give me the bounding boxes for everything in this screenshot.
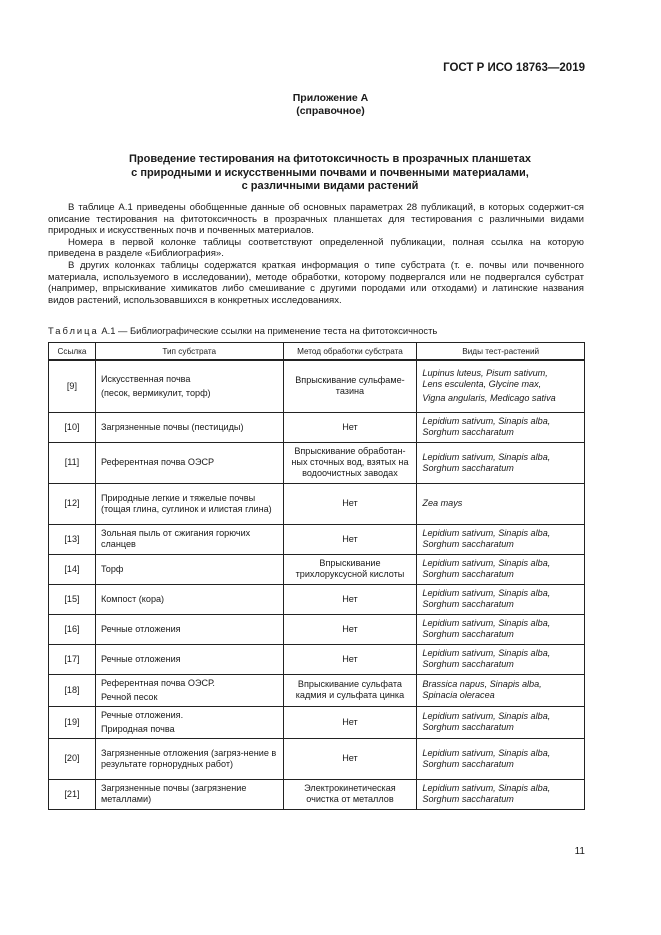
- substrate-cell: [95, 360, 283, 412]
- species-line: Sorghum saccharatum: [422, 427, 514, 437]
- table-row: [49, 674, 585, 706]
- species-line: Sorghum saccharatum: [422, 539, 514, 549]
- method-cell: Впрыскивание обработан-ных сточных вод, взятых на водоочистных заводах: [283, 442, 417, 483]
- species-cell: [417, 483, 585, 524]
- table-row: [49, 483, 585, 524]
- substrate-line: Референтная почва ОЭСР: [100, 457, 215, 467]
- title-line: Проведение тестирования на фитотоксичность в прозрачных планшетах: [128, 153, 531, 165]
- title-line: с природными и искусственными почвами и почвенными материалами,: [131, 166, 529, 179]
- reference-cell: [9]: [49, 360, 96, 412]
- reference-cell: [17]: [49, 644, 96, 674]
- species-line: Vigna angularis, Medicago sativa: [422, 393, 556, 404]
- method-cell: Нет: [283, 524, 417, 554]
- table-caption: [48, 325, 437, 336]
- substrate-cell: [95, 644, 283, 674]
- species-line: Lepidium sativum, Sinapis alba,: [422, 451, 551, 462]
- substrate-line: Речной песок: [100, 691, 158, 702]
- species-cell: [417, 554, 585, 584]
- species-cell: [417, 442, 585, 483]
- species-line: Lepidium sativum, Sinapis alba,: [422, 618, 551, 628]
- method-cell: Впрыскивание трихлоруксусной кислоты: [283, 554, 417, 584]
- substrate-line: Торф: [100, 563, 124, 574]
- substrate-cell: [95, 554, 283, 584]
- species-line: Sorghum saccharatum: [422, 462, 514, 473]
- species-line: Sorghum saccharatum: [422, 629, 514, 639]
- species-line: Lens esculenta, Glycine max,: [422, 379, 542, 390]
- reference-cell: [21]: [49, 779, 96, 809]
- method-cell: Впрыскивание сульфата кадмия и сульфата цинка: [283, 674, 417, 706]
- title-line: с различными видами растений: [241, 180, 419, 192]
- substrate-cell: [95, 584, 283, 614]
- substrate-line: Речные отложения: [100, 653, 181, 664]
- substrate-cell: [95, 412, 283, 442]
- reference-cell: [12]: [49, 483, 96, 524]
- method-cell: Нет: [283, 614, 417, 644]
- species-line: Lepidium sativum, Sinapis alba,: [422, 416, 551, 426]
- table-row: [49, 738, 585, 779]
- substrate-line: Компост (кора): [100, 593, 165, 604]
- substrate-cell: [95, 483, 283, 524]
- column-header: Тип субстрата: [95, 343, 283, 361]
- page-number: 11: [574, 846, 585, 857]
- paragraph: В таблице А.1 приведены обобщенные данные об основных параметрах 28 публикаций, в которых содержит-ся описание тестирования на фитотоксичность в прозрачных планшетах для тестирования с различными видами природных и искусственных почв и почвенных материалов.: [48, 202, 584, 237]
- method-cell: Впрыскивание сульфаме-тазина: [283, 360, 417, 412]
- table-row: [49, 644, 585, 674]
- method-cell: Нет: [283, 644, 417, 674]
- column-header: Виды тест-растений: [417, 343, 585, 361]
- method-cell: Нет: [283, 738, 417, 779]
- species-cell: [417, 614, 585, 644]
- table-row: [49, 360, 585, 412]
- table-row: [49, 524, 585, 554]
- substrate-cell: [95, 442, 283, 483]
- substrate-line: Искусственная почва: [100, 373, 191, 384]
- substrate-cell: [95, 614, 283, 644]
- method-cell: Нет: [283, 706, 417, 738]
- reference-cell: [18]: [49, 674, 96, 706]
- method-cell: Электрокинетическая очистка от металлов: [283, 779, 417, 809]
- substrate-line: Референтная почва ОЭСР.: [100, 677, 215, 688]
- species-line: Sorghum saccharatum: [422, 758, 514, 769]
- species-cell: [417, 779, 585, 809]
- species-line: Lepidium sativum, Sinapis alba,: [422, 648, 551, 658]
- species-line: Spinacia oleracea: [422, 690, 495, 700]
- standard-designation: ГОСТ Р ИСО 18763—2019: [443, 62, 585, 74]
- species-line: Sorghum saccharatum: [422, 599, 514, 609]
- substrate-cell: [95, 524, 283, 554]
- species-line: Lepidium sativum, Sinapis alba,: [422, 783, 551, 793]
- annex-heading: [0, 92, 661, 118]
- species-line: Sorghum saccharatum: [422, 659, 514, 669]
- substrate-line: Речные отложения: [100, 623, 181, 634]
- species-cell: [417, 584, 585, 614]
- substrate-cell: [95, 779, 283, 809]
- substrate-line: Загрязненные почвы (пестициды): [100, 421, 244, 432]
- substrate-cell: [95, 738, 283, 779]
- body-text: [48, 202, 584, 306]
- species-line: Zea mays: [422, 498, 463, 508]
- paragraph: В других колонках таблицы содержатся краткая информация о типе субстрата (т. е. почвы или почвенного материала, используемого в исследовании), методе обработки, которому подвергался или не подвергался субстрат (например, впрыскивание химикатов либо смешивание с другими породами или отходами) и латинские названия видов растений, использовавшихся в конкретных исследованиях.: [48, 259, 584, 306]
- reference-cell: [13]: [49, 524, 96, 554]
- species-line: Lepidium sativum, Sinapis alba,: [422, 528, 551, 538]
- reference-cell: [14]: [49, 554, 96, 584]
- reference-cell: [10]: [49, 412, 96, 442]
- species-line: Lepidium sativum, Sinapis alba,: [422, 747, 551, 758]
- species-cell: [417, 412, 585, 442]
- reference-cell: [11]: [49, 442, 96, 483]
- annex-title: Приложение А: [292, 92, 369, 104]
- reference-cell: [20]: [49, 738, 96, 779]
- species-cell: [417, 644, 585, 674]
- species-line: Lupinus luteus, Pisum sativum,: [422, 368, 548, 379]
- reference-cell: [19]: [49, 706, 96, 738]
- table-row: [49, 614, 585, 644]
- species-cell: [417, 674, 585, 706]
- table-row: [49, 779, 585, 809]
- substrate-line: (песок, вермикулит, торф): [100, 387, 211, 398]
- section-title: [80, 153, 580, 194]
- paragraph: Номера в первой колонке таблицы соответствуют определенной публикации, полная ссылка на которую приведена в разделе «Библиография».: [48, 236, 584, 260]
- column-header: Ссылка: [49, 343, 96, 361]
- caption-text: А.1 — Библиографические ссылки на применение теста на фитотоксичность: [98, 325, 438, 336]
- annex-status: (справочное): [296, 105, 365, 117]
- method-cell: Нет: [283, 483, 417, 524]
- substrate-line: Загрязненные почвы (загрязнение металлами): [100, 783, 247, 804]
- substrate-cell: [95, 706, 283, 738]
- species-line: Sorghum saccharatum: [422, 722, 514, 732]
- species-cell: [417, 738, 585, 779]
- substrate-line: Природные легкие и тяжелые почвы (тощая глина, суглинок и илистая глина): [100, 492, 272, 514]
- table-row: [49, 412, 585, 442]
- reference-cell: [15]: [49, 584, 96, 614]
- substrate-line: Загрязненные отложения (загряз-нение в результате горнорудных работ): [100, 747, 277, 769]
- species-cell: [417, 360, 585, 412]
- species-line: Sorghum saccharatum: [422, 569, 514, 579]
- substrate-line: Зольная пыль от сжигания горючих сланцев: [100, 528, 251, 549]
- substrate-cell: [95, 674, 283, 706]
- substrate-line: Речные отложения.: [100, 709, 184, 720]
- method-cell: Нет: [283, 412, 417, 442]
- species-cell: [417, 524, 585, 554]
- table-row: [49, 706, 585, 738]
- species-line: Brassica napus, Sinapis alba,: [422, 679, 542, 689]
- substrate-line: Природная почва: [100, 723, 175, 734]
- species-line: Lepidium sativum, Sinapis alba,: [422, 558, 551, 568]
- table-header-row: [49, 343, 585, 361]
- caption-prefix: Таблица: [48, 325, 99, 336]
- table-row: [49, 554, 585, 584]
- method-cell: Нет: [283, 584, 417, 614]
- reference-cell: [16]: [49, 614, 96, 644]
- species-line: Sorghum saccharatum: [422, 794, 514, 804]
- species-line: Lepidium sativum, Sinapis alba,: [422, 711, 551, 721]
- table-row: [49, 584, 585, 614]
- species-line: Lepidium sativum, Sinapis alba,: [422, 588, 551, 598]
- bibliography-table: [48, 342, 585, 810]
- table-row: [49, 442, 585, 483]
- species-cell: [417, 706, 585, 738]
- column-header: Метод обработки субстрата: [283, 343, 417, 361]
